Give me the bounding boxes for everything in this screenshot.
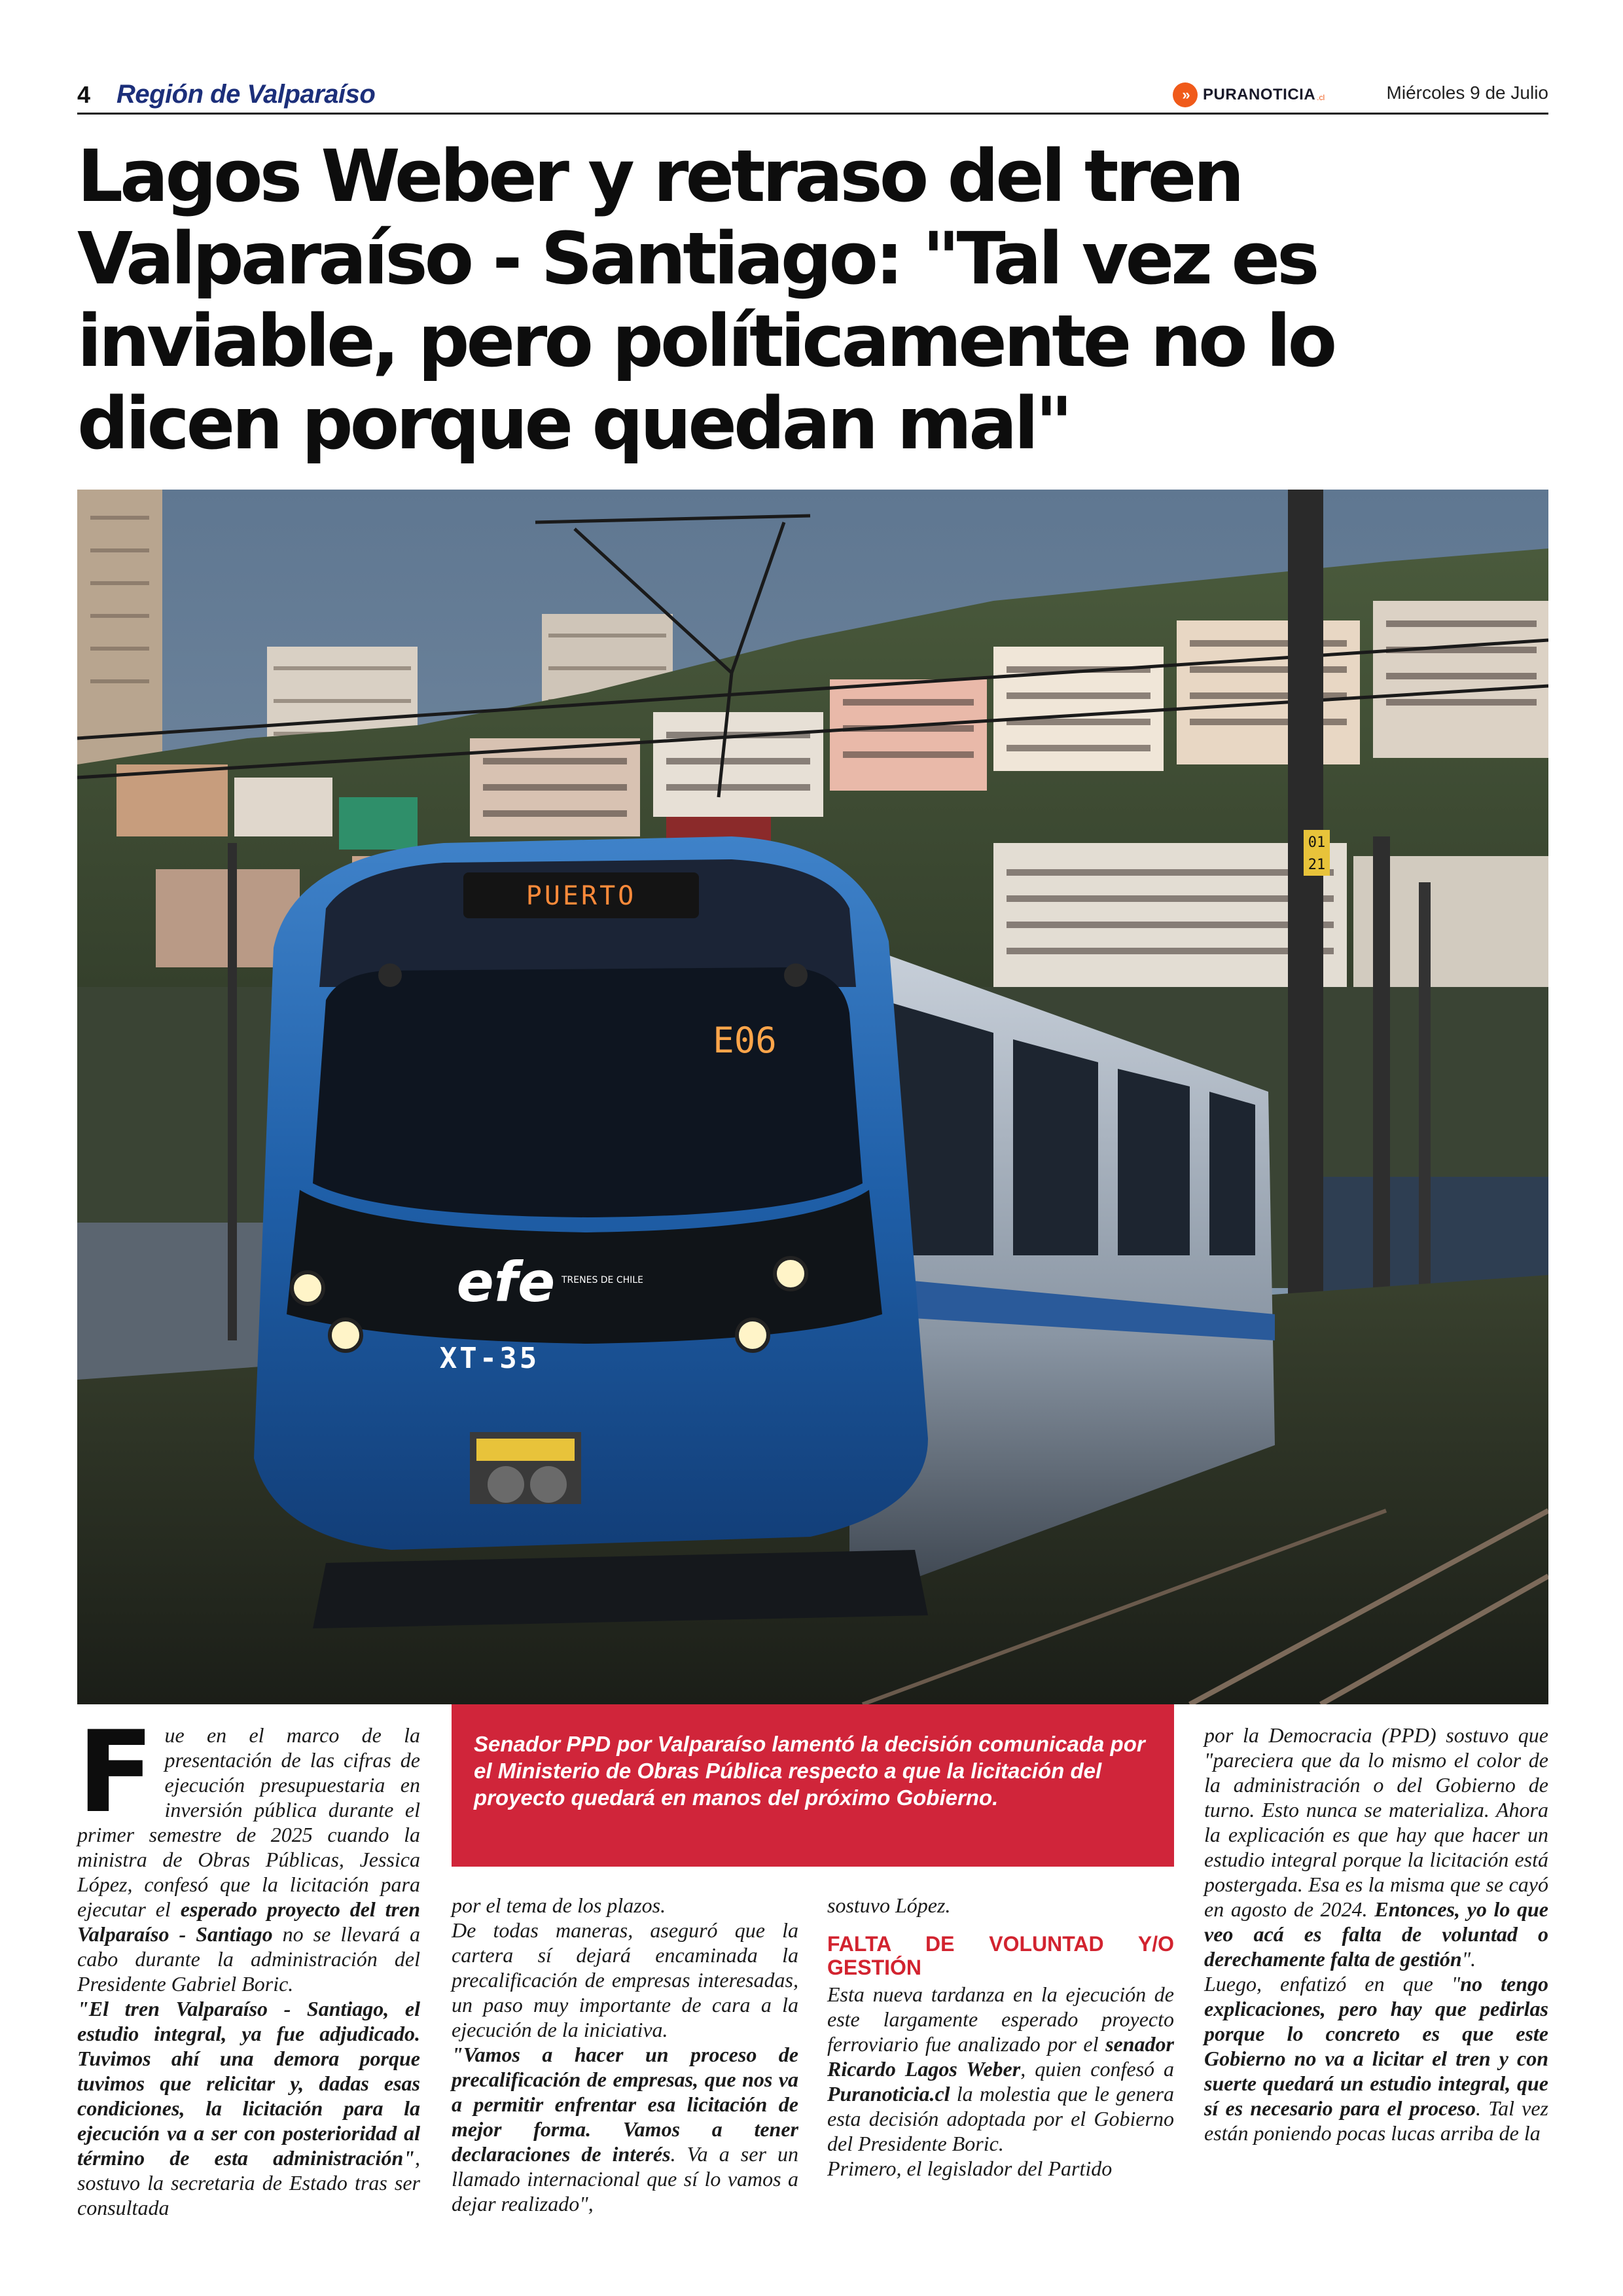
body-text-bold: esperado proyecto del tren Valparaíso - Santiago [77, 1897, 421, 1946]
article-column-1 [77, 1706, 421, 2220]
article-headline: Lagos Weber y retraso del tren Valparaíso - Santiago: "Tal vez es inviable, pero políticamente no lo dicen porque quedan mal" [77, 134, 1334, 465]
drop-cap: F [77, 1706, 154, 1838]
body-text: por el tema de los plazos. [452, 1893, 666, 1917]
body-text: ". [1461, 1947, 1476, 1971]
quote-bold: "Vamos a hacer un proceso de precalificación de empresas, que nos va a permitir enfrentar esa licitación de mejor forma. Vamos a tener declaraciones de interés [452, 2043, 798, 2166]
page-header [77, 77, 1548, 117]
quote-bold: "El tren Valparaíso - Santiago, el estudio integral, ya fue adjudicado. Tuvimos ahí una demora porque tuvimos que relicitar y, dadas esas condiciones, la licitación para la ejecución va a ser con posterioridad al término de esta administración" [77, 1997, 420, 2170]
body-text: . Va a ser un llamado internacional que sí lo vamos a dejar realizado", [452, 2142, 799, 2215]
body-text: no se llevará a cabo durante la administración del Presidente Gabriel Boric. [77, 1922, 420, 1996]
logo-wordmark: PURANOTICIA [1203, 86, 1316, 103]
body-text: Primero, el legislador del Partido [827, 2157, 1113, 2180]
body-text: la molestia que le genera esta decisión adoptada por el Gobierno del Presidente Boric. [827, 2082, 1174, 2155]
train-photo-illustration [77, 490, 1548, 1704]
efe-brand-sub: TRENES DE CHILE [562, 1275, 643, 1285]
puranoticia-logo[interactable] [1173, 79, 1325, 111]
page-number: 4 [77, 81, 91, 108]
section-title: Región de Valparaíso [116, 80, 376, 109]
body-text-bold: senador Ricardo Lagos Weber [827, 2032, 1174, 2081]
body-text: Luego, enfatizó en que " [1204, 1972, 1461, 1996]
logo-domain: .cl [1317, 93, 1325, 102]
destination-display: PUERTO [526, 881, 637, 911]
article-column-4 [1204, 1723, 1548, 2145]
callout-text: Senador PPD por Valparaíso lamentó la decisión comunicada por el Ministerio de Obras Pública respecto a que la licitación del proyecto quedará en manos del próximo Gobierno. [474, 1732, 1145, 1810]
body-text: sostuvo López. [827, 1893, 951, 1917]
play-arrows-icon: » [1173, 82, 1198, 107]
header-divider [77, 113, 1548, 115]
body-text: , sostuvo la secretaria de Estado tras ser consultada [77, 2146, 420, 2219]
body-text: . Tal vez están poniendo pocas lucas arriba de la [1204, 2096, 1549, 2145]
body-text: Esta nueva tardanza en la ejecución de este largamente esperado proyecto ferroviario fue analizado por el [827, 1982, 1174, 2056]
issue-date: Miércoles 9 de Julio [1386, 82, 1548, 103]
body-text: ue en el marco de la presentación de las cifras de ejecución presupuestaria en inversión pública durante el primer semestre de 2025 cuando la ministra de Obras Públicas, Jessica López, confesó que la licitación para ejecutar el [77, 1723, 420, 1921]
highlight-callout [452, 1704, 1174, 1867]
route-code-display: E06 [713, 1020, 777, 1061]
body-text: por la Democracia (PPD) sostuvo que "pareciera que da lo mismo el color de la administración o del Gobierno de turno. Esto nunca se materializa. Ahora la explicación es que hay que hacer un estudio integral porque la licitación está postergada. Esa es la misma que se cayó en agosto de 2024. [1204, 1723, 1548, 1921]
quote-bold: no tengo explicaciones, pero hay que pedirlas porque lo concreto es que este Gobierno no va a licitar el tren y con suerte quedará un estudio integral, que sí es necesario para el proceso [1204, 1972, 1549, 2120]
body-text: De todas maneras, aseguró que la cartera sí dejará encaminada la precalificación de empresas interesadas, un paso muy importante de cara a la ejecución de la iniciativa. [452, 1918, 798, 2041]
body-text: , quien confesó a [1020, 2057, 1175, 2081]
section-subhead: FALTA DE VOLUNTAD Y/O GESTIÓN [827, 1932, 1174, 1979]
body-text-bold: Puranoticia.cl [827, 2082, 950, 2106]
efe-brand: efe [456, 1250, 556, 1314]
article-column-3 [827, 1893, 1174, 2181]
article-photo [77, 490, 1548, 1704]
pole-marker-top: 01 [1308, 834, 1326, 851]
article-column-2 [452, 1893, 798, 2216]
quote-bold: Entonces, yo lo que veo acá es falta de voluntad o derechamente falta de gestión [1204, 1897, 1549, 1971]
pole-marker-bottom: 21 [1308, 857, 1326, 873]
unit-number: XT-35 [439, 1342, 540, 1375]
